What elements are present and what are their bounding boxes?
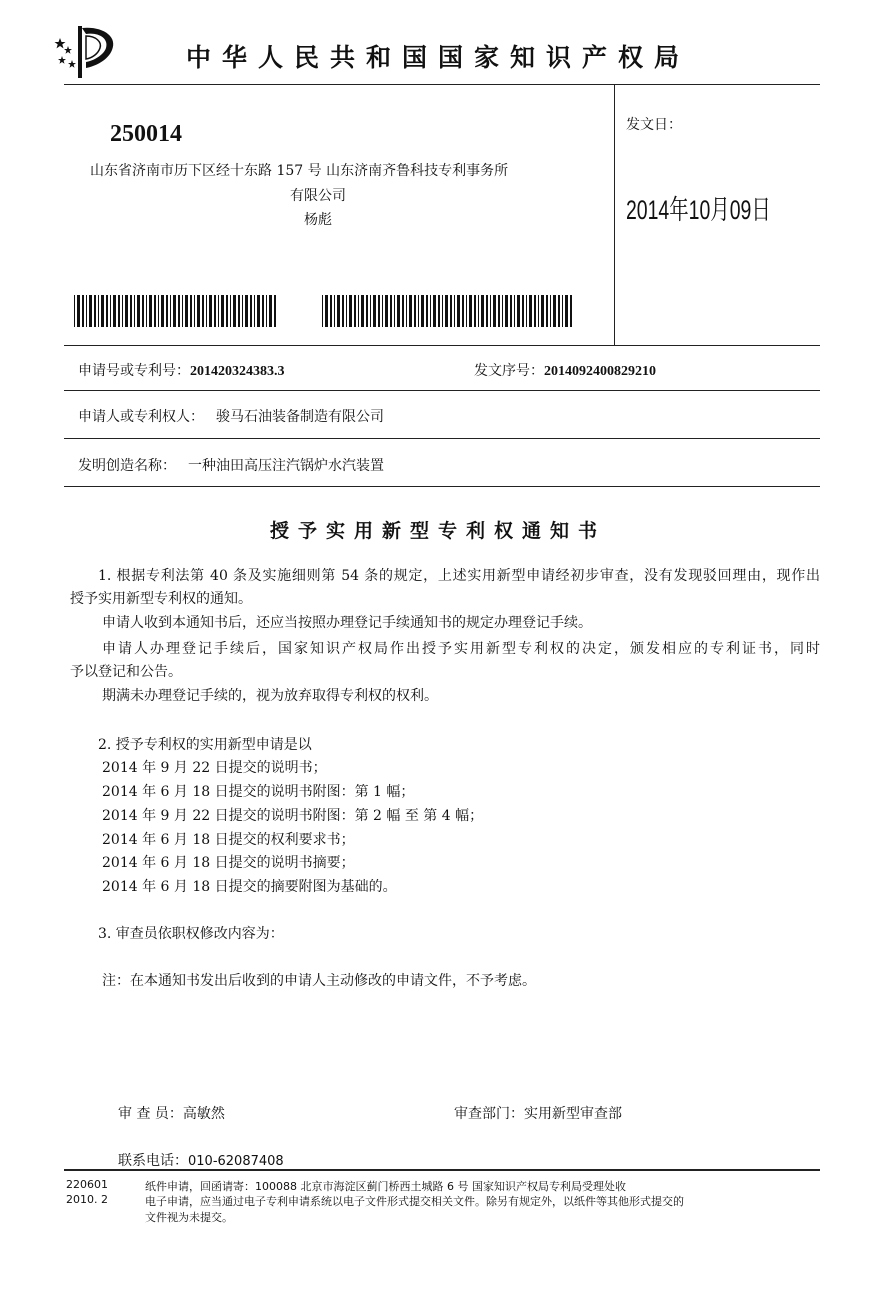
recipient-postcode: 250014 (110, 121, 182, 147)
paragraph-decision-line1: 申请人办理登记手续后，国家知识产权局作出授予实用新型专利权的决定，颁发相应的专利证书，同时 (102, 641, 820, 657)
footer-rule (64, 1169, 820, 1171)
application-number-value: 201420324383.3 (190, 364, 285, 379)
recipient-name: 杨彪 (304, 212, 332, 228)
section3-heading: 3. 审查员依职权修改内容为： (98, 926, 284, 942)
department-name: 实用新型审查部 (524, 1106, 622, 1122)
application-number-label: 申请号或专利号： (78, 363, 190, 379)
serial-number-value: 2014092400829210 (544, 364, 656, 379)
office-title: 中华人民共和国国家知识产权局 (186, 43, 691, 72)
invention-title-field (78, 455, 384, 475)
serial-number-field (474, 360, 656, 380)
paragraph-decision-line2: 予以登记和公告。 (70, 664, 182, 680)
footer-line2: 电子申请，应当通过电子专利申请系统以电子文件形式提交相关文件。除另有规定外，以纸件等其他形式提交的 (145, 1195, 684, 1208)
section2-heading: 2. 授予专利权的实用新型申请是以 (98, 737, 312, 753)
form-code: 220601 (66, 1178, 108, 1191)
field-rule-1 (64, 390, 820, 391)
form-date: 2010. 2 (66, 1193, 108, 1206)
section2-item: 2014 年 6 月 18 日提交的摘要附图为基础的。 (102, 879, 397, 895)
serial-number-label: 发文序号： (474, 363, 544, 379)
notice-note: 注：在本通知书发出后收到的申请人主动修改的申请文件，不予考虑。 (102, 973, 536, 989)
applicant-label: 申请人或专利权人： (78, 409, 204, 425)
notice-title: 授予实用新型专利权通知书 (269, 520, 606, 542)
invention-title-label: 发明创造名称： (78, 458, 176, 474)
paragraph-registration: 申请人收到本通知书后，还应当按照办理登记手续通知书的规定办理登记手续。 (102, 615, 592, 631)
section2-item: 2014 年 6 月 18 日提交的说明书附图：第 1 幅； (102, 784, 415, 800)
section2-item: 2014 年 9 月 22 日提交的说明书； (102, 760, 327, 776)
dispatch-date-label: 发文日： (626, 117, 682, 133)
department (454, 1103, 622, 1123)
examiner (118, 1103, 225, 1123)
section2-item: 2014 年 6 月 18 日提交的说明书摘要； (102, 855, 355, 871)
footer-line1: 纸件申请，回函请寄：100088 北京市海淀区蓟门桥西土城路 6 号 国家知识产权局专利局受理处收 (145, 1180, 626, 1193)
applicant-field (78, 406, 384, 426)
applicant-value: 骏马石油装备制造有限公司 (216, 409, 384, 425)
date-column-divider (614, 84, 615, 346)
section2-item: 2014 年 9 月 22 日提交的说明书附图：第 2 幅 至 第 4 幅； (102, 808, 484, 824)
header-rule (64, 84, 820, 85)
invention-title-value: 一种油田高压注汽锅炉水汽装置 (188, 458, 384, 474)
examiner-name: 高敏然 (182, 1106, 225, 1122)
contact-phone-value: 010-62087408 (188, 1154, 284, 1169)
section1-line2: 授予实用新型专利权的通知。 (70, 591, 252, 607)
examiner-label: 审 查 员： (118, 1106, 183, 1122)
barcode-right (322, 295, 572, 327)
address-block-rule (64, 345, 820, 346)
footer-line3: 文件视为未提交。 (145, 1211, 233, 1224)
contact-phone (118, 1150, 284, 1170)
application-number-field (78, 360, 285, 380)
recipient-address-line1: 山东省济南市历下区经十东路 157 号 山东济南齐鲁科技专利事务所 (90, 163, 509, 179)
cnipa-logo-icon (52, 22, 124, 80)
dispatch-date-value: 2014年10月09日 (626, 195, 771, 225)
section2-item: 2014 年 6 月 18 日提交的权利要求书； (102, 832, 355, 848)
field-rule-3 (64, 486, 820, 487)
field-rule-2 (64, 438, 820, 439)
barcode-left (74, 295, 278, 327)
paragraph-expiry: 期满未办理登记手续的，视为放弃取得专利权的权利。 (102, 688, 438, 704)
recipient-address-line2: 有限公司 (290, 188, 346, 204)
contact-phone-label: 联系电话： (118, 1153, 188, 1169)
department-label: 审查部门： (454, 1106, 524, 1122)
section1-line1: 1. 根据专利法第 40 条及实施细则第 54 条的规定，上述实用新型申请经初步审查，没有发现驳回理由，现作出 (98, 568, 820, 584)
